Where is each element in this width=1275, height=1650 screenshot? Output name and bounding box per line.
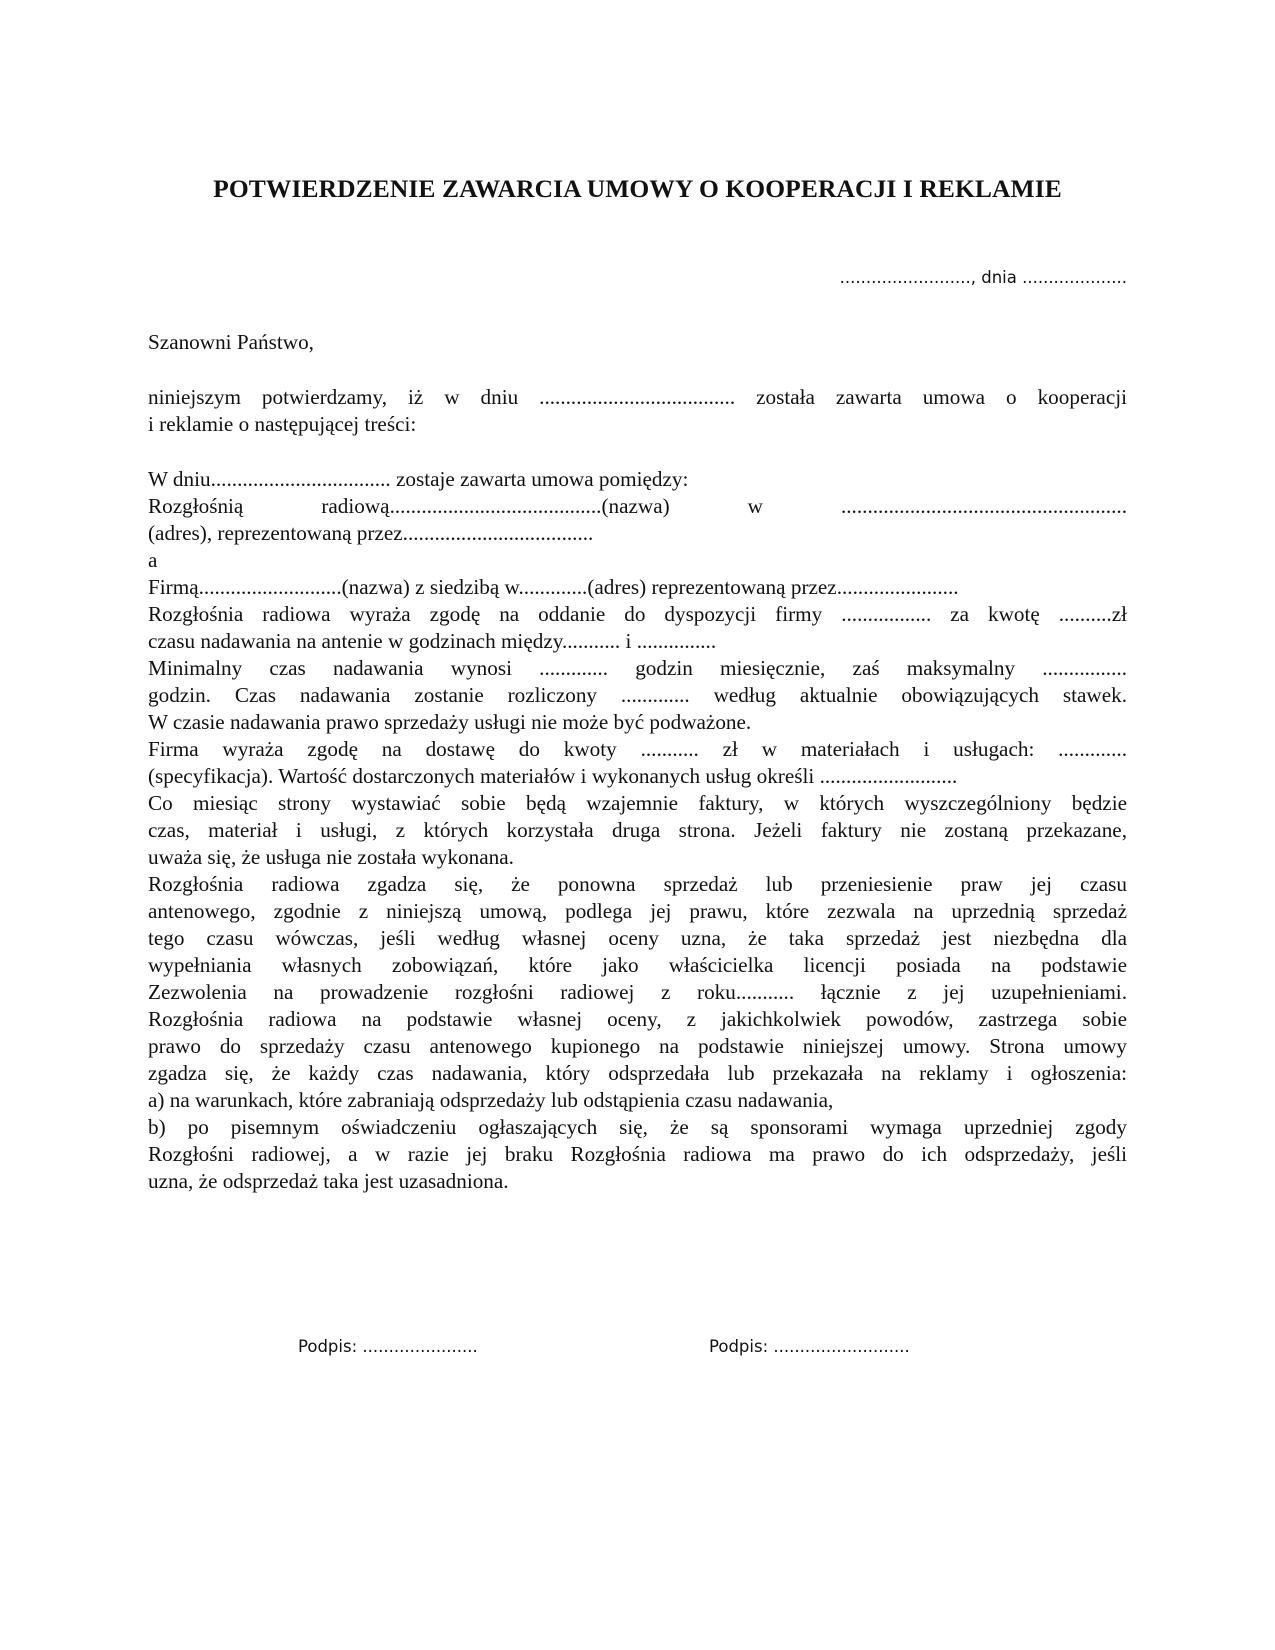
contract-line: (adres), reprezentowaną przez....................................	[148, 521, 594, 545]
contract-line: a) na warunkach, które zabraniają odsprzedaży lub odstąpienia czasu nadawania,	[148, 1088, 834, 1112]
contract-line: Zezwolenia na prowadzenie rozgłośni radiowej z roku........... łącznie z jej uzupełnieniami.	[148, 980, 1127, 1004]
intro-line: i reklamie o następującej treści:	[148, 412, 417, 436]
contract-line: Rozgłośnia radiowa wyraża zgodę na oddanie do dyspozycji firmy ................. za kwotę ..........zł	[148, 602, 1127, 626]
place-date-line: ........................., dnia ....................	[839, 268, 1127, 287]
contract-line: Co miesiąc strony wystawiać sobie będą wzajemnie faktury, w których wyszczególniony będzie	[148, 791, 1127, 815]
contract-line: uważa się, że usługa nie została wykonana.	[148, 845, 514, 869]
signature-right: Podpis: ..........................	[709, 1337, 910, 1356]
contract-line: godzin. Czas nadawania zostanie rozliczony ............. według aktualnie obowiązujących stawek.	[148, 683, 1127, 707]
contract-line: b) po pisemnym oświadczeniu ogłaszających się, że są sponsorami wymaga uprzedniej zgody	[148, 1115, 1127, 1139]
intro-line: niniejszym potwierdzamy, iż w dniu ..................................... została zawarta umowa o kooperacji	[148, 385, 1127, 409]
contract-line: (specyfikacja). Wartość dostarczonych materiałów i wykonanych usług określi ..........................	[148, 764, 958, 788]
contract-line: W czasie nadawania prawo sprzedaży usługi nie może być podważone.	[148, 710, 752, 734]
contract-line: czas, materiał i usługi, z których korzystała druga strona. Jeżeli faktury nie zostaną przekazane,	[148, 818, 1127, 842]
contract-line: zgadza się, że każdy czas nadawania, który odsprzedała lub przekazała na reklamy i ogłoszenia:	[148, 1061, 1127, 1085]
contract-line: Minimalny czas nadawania wynosi ............. godzin miesięcznie, zaś maksymalny ................	[148, 656, 1127, 680]
contract-line: Firmą...........................(nazwa) z siedzibą w.............(adres) reprezentowaną przez.......................	[148, 575, 959, 599]
contract-line: Rozgłośnia radiowa zgadza się, że ponowna sprzedaż lub przeniesienie praw jej czasu	[148, 872, 1127, 896]
contract-line: Rozgłośni radiowej, a w razie jej braku Rozgłośnia radiowa ma prawo do ich odsprzedaży, jeśli	[148, 1142, 1127, 1166]
contract-line: Rozgłośnia radiowa na podstawie własnej oceny, z jakichkolwiek powodów, zastrzega sobie	[148, 1007, 1127, 1031]
greeting: Szanowni Państwo,	[148, 330, 314, 354]
contract-line: antenowego, zgodnie z niniejszą umową, podlega jej prawu, które zezwala na uprzednią sprzedaż	[148, 899, 1127, 923]
contract-line: W dniu.................................. zostaje zawarta umowa pomiędzy:	[148, 467, 689, 491]
contract-line: Rozgłośnią radiową........................................(nazwa) w ......................................................	[148, 494, 1127, 518]
signature-left: Podpis: ......................	[298, 1337, 478, 1356]
document-title: POTWIERDZENIE ZAWARCIA UMOWY O KOOPERACJI I REKLAMIE	[213, 174, 1062, 203]
contract-line: wypełniania własnych zobowiązań, które jako właścicielka licencji posiada na podstawie	[148, 953, 1127, 977]
contract-line: a	[148, 548, 158, 572]
contract-line: prawo do sprzedaży czasu antenowego kupionego na podstawie niniejszej umowy. Strona umowy	[148, 1034, 1127, 1058]
contract-line: tego czasu wówczas, jeśli według własnej oceny uzna, że taka sprzedaż jest niezbędna dla	[148, 926, 1127, 950]
contract-line: czasu nadawania na antenie w godzinach między........... i ...............	[148, 629, 717, 653]
contract-line: Firma wyraża zgodę na dostawę do kwoty ........... zł w materiałach i usługach: .............	[148, 737, 1127, 761]
contract-line: uzna, że odsprzedaż taka jest uzasadniona.	[148, 1169, 509, 1193]
